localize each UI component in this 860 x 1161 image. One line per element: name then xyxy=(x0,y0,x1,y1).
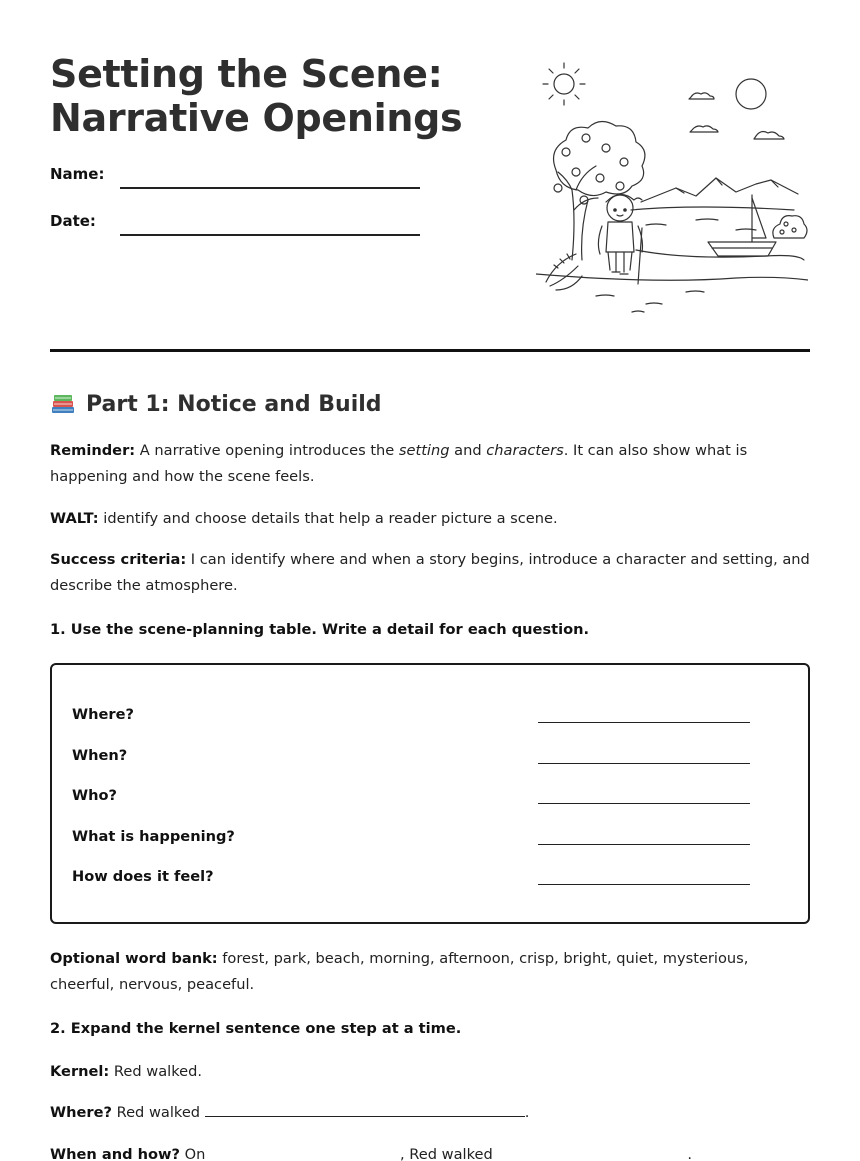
reminder-paragraph xyxy=(50,438,810,490)
where-text: Red walked xyxy=(111,1104,205,1121)
answer-line[interactable] xyxy=(538,722,750,723)
when-how-label: When and how? xyxy=(50,1146,180,1161)
table-row xyxy=(72,868,772,892)
table-row xyxy=(72,747,772,771)
walt-label: WALT: xyxy=(50,510,99,527)
reminder-label: Reminder: xyxy=(50,442,136,459)
cloud-icon xyxy=(754,132,784,139)
lake-icon xyxy=(631,207,804,260)
where-end: . xyxy=(524,1104,530,1121)
word-bank-label: Optional word bank: xyxy=(50,950,218,967)
row-question: How does it feel? xyxy=(72,868,214,885)
row-question: Who? xyxy=(72,787,117,804)
part1-title: Part 1: Notice and Build xyxy=(86,391,382,417)
date-field[interactable] xyxy=(120,234,420,236)
success-criteria-text: I can identify where and when a story begins, introduce a character and setting, and describe the atmosphere. xyxy=(50,551,810,594)
reminder-characters: characters xyxy=(486,442,564,459)
cloud-icon xyxy=(690,126,718,132)
sun-icon xyxy=(543,63,585,105)
cloud-icon xyxy=(689,93,714,99)
worksheet-title xyxy=(50,52,462,140)
word-bank-text: forest, park, beach, morning, afternoon, crisp, bright, quiet, mysterious, cheerful, nervous, peaceful. xyxy=(50,950,749,993)
where-label: Where? xyxy=(50,1104,112,1121)
when-how-line xyxy=(50,1142,810,1161)
moon-icon xyxy=(736,79,766,109)
section-divider xyxy=(50,349,810,352)
reminder-text: and xyxy=(449,442,487,459)
plant-icon xyxy=(546,254,582,290)
reminder-text: . It can also show what is happening and how the scene feels. xyxy=(50,442,748,485)
scene-illustration xyxy=(536,60,808,318)
ground-icon xyxy=(536,274,808,280)
task1-instruction: 1. Use the scene-planning table. Write a detail for each question. xyxy=(50,621,590,638)
reminder-text: A narrative opening introduces the xyxy=(135,442,399,459)
scene-planning-table xyxy=(50,663,810,924)
row-question: When? xyxy=(72,747,128,764)
kernel-line xyxy=(50,1059,810,1085)
table-row xyxy=(72,828,772,852)
task2-instruction: 2. Expand the kernel sentence one step at a time. xyxy=(50,1020,462,1037)
row-question: Where? xyxy=(72,706,134,723)
when-text-a: On xyxy=(179,1146,210,1161)
answer-line[interactable] xyxy=(538,803,750,804)
name-field[interactable] xyxy=(120,187,420,189)
bush-icon xyxy=(773,216,807,238)
when-end: . xyxy=(687,1146,693,1161)
success-criteria-paragraph xyxy=(50,547,810,599)
child-icon xyxy=(598,194,642,284)
walt-paragraph xyxy=(50,506,810,532)
date-label: Date: xyxy=(50,212,96,230)
title-line-2: Narrative Openings xyxy=(50,96,463,140)
name-label: Name: xyxy=(50,165,105,183)
row-question: What is happening? xyxy=(72,828,235,845)
books-icon xyxy=(50,391,76,417)
kernel-label: Kernel: xyxy=(50,1063,110,1080)
reminder-setting: setting xyxy=(398,442,450,459)
answer-line[interactable] xyxy=(538,844,750,845)
boat-icon xyxy=(708,195,776,256)
word-bank-paragraph xyxy=(50,946,810,998)
where-blank[interactable] xyxy=(205,1101,525,1117)
when-text-b: , Red walked xyxy=(400,1146,498,1161)
answer-line[interactable] xyxy=(538,884,750,885)
kernel-text: Red walked. xyxy=(109,1063,203,1080)
success-criteria-label: Success criteria: xyxy=(50,551,187,568)
when-blank[interactable] xyxy=(210,1143,400,1159)
walt-text: identify and choose details that help a reader picture a scene. xyxy=(98,510,558,527)
table-row xyxy=(72,706,772,730)
where-line xyxy=(50,1100,810,1126)
table-row xyxy=(72,787,772,811)
title-line-1: Setting the Scene: xyxy=(50,52,443,96)
part1-heading xyxy=(50,389,382,419)
mountains-icon xyxy=(641,178,798,202)
answer-line[interactable] xyxy=(538,763,750,764)
how-blank[interactable] xyxy=(497,1143,687,1159)
